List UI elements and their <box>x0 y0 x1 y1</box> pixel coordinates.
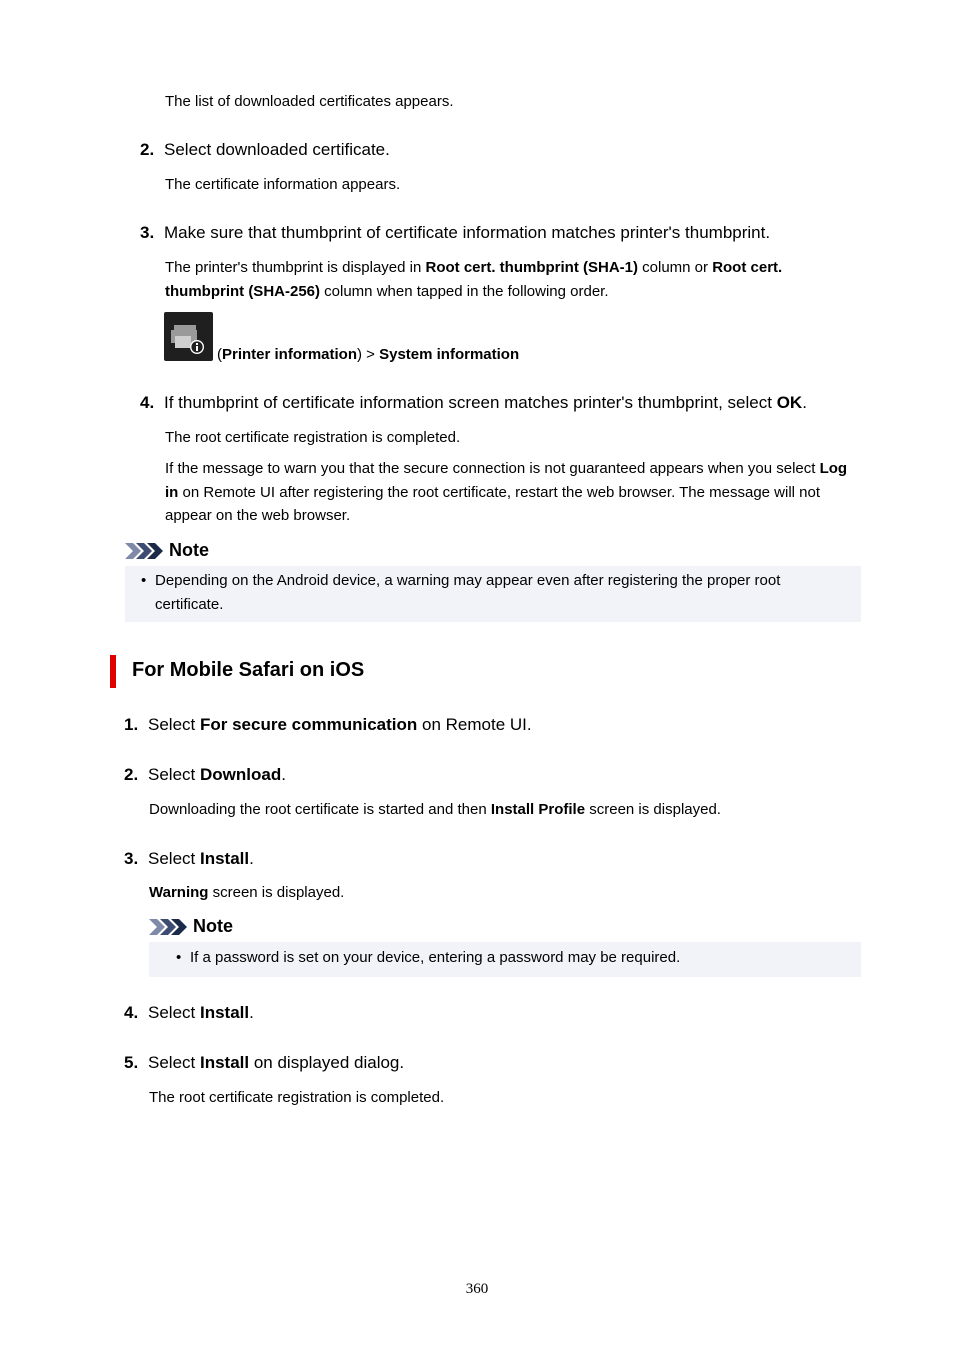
bullet: • <box>176 949 182 966</box>
desc-text: on Remote UI after registering the root certificate, restart the web browser. The message will not appear on the web browser. <box>165 483 821 524</box>
ios-step-2 <box>124 764 286 786</box>
step-text-part: Select <box>148 1003 200 1022</box>
note-item <box>125 566 861 616</box>
sha256-column-label: Root cert. thumbprint (SHA-256) <box>165 259 783 300</box>
install-label: Install <box>199 1003 250 1022</box>
step-number: 1. <box>124 715 139 734</box>
nav-text: ) > <box>357 346 380 363</box>
note-heading <box>125 540 209 561</box>
android-step-2 <box>140 139 390 161</box>
step-text <box>164 392 807 414</box>
desc-text: The printer's thumbprint is displayed in <box>165 259 426 276</box>
step-text-part: on displayed dialog. <box>249 1053 405 1072</box>
step-text <box>148 1002 254 1024</box>
note-heading <box>149 916 233 937</box>
sha1-column-label: Root cert. thumbprint (SHA-1) <box>425 259 638 276</box>
step-text-part: Select <box>148 1053 200 1072</box>
step-text-part: Select <box>148 715 200 734</box>
step-text-part: If thumbprint of certificate information screen matches printer's thumbprint, select <box>164 393 777 412</box>
install-label: Install <box>199 849 250 868</box>
step-text: Make sure that thumbprint of certificate information matches printer's thumbprint. <box>164 223 771 242</box>
ios-step-1 <box>124 714 532 736</box>
ios-step-4 <box>124 1002 254 1024</box>
step-number: 4. <box>140 393 155 412</box>
step-number: 3. <box>124 849 139 868</box>
step-description <box>165 457 863 528</box>
install-label: Install <box>199 1053 250 1072</box>
step-text-part: on Remote UI. <box>417 715 532 734</box>
log-in-label: Log in <box>165 460 848 501</box>
step-text-part: . <box>249 1003 254 1022</box>
note-text: If a password is set on your device, entering a password may be required. <box>190 949 681 966</box>
step-number: 5. <box>124 1053 139 1072</box>
note-label: Note <box>169 540 209 560</box>
android-step-3 <box>140 222 770 244</box>
step-description: The certificate information appears. <box>165 176 401 193</box>
nav-text: ( <box>217 346 222 363</box>
section-accent-bar <box>110 655 116 688</box>
desc-text: column when tapped in the following order. <box>320 282 609 300</box>
secure-communication-label: For secure communication <box>199 715 418 734</box>
step-text-part: . <box>802 393 807 412</box>
system-information-label: System information <box>379 346 520 363</box>
navigation-path <box>217 343 519 367</box>
step-number: 2. <box>140 140 155 159</box>
step-description <box>165 256 855 303</box>
desc-text: screen is displayed. <box>585 801 721 818</box>
step-text <box>148 764 286 786</box>
note-box <box>149 942 861 977</box>
step-description <box>149 881 344 905</box>
note-text: Depending on the Android device, a warning may appear even after registering the proper root certificate. <box>155 572 781 613</box>
step-description: The root certificate registration is completed. <box>165 429 461 446</box>
android-step-4 <box>140 392 807 414</box>
ok-label: OK <box>776 393 803 412</box>
step-text-part: Select <box>148 849 200 868</box>
ios-step-5 <box>124 1052 404 1074</box>
note-item <box>149 942 861 970</box>
bullet: • <box>141 572 147 589</box>
step-description <box>149 798 721 822</box>
step-number: 4. <box>124 1003 139 1022</box>
step-text <box>148 1052 404 1074</box>
step-text-part: . <box>249 849 254 868</box>
printer-information-icon <box>164 312 213 361</box>
note-chevrons-icon <box>149 918 187 936</box>
install-profile-label: Install Profile <box>490 801 586 818</box>
printer-information-label: Printer information <box>222 346 358 363</box>
section-heading: For Mobile Safari on iOS <box>132 659 365 681</box>
step-number: 2. <box>124 765 139 784</box>
ios-step-3 <box>124 848 254 870</box>
page-number: 360 <box>465 1281 489 1297</box>
intro-text: The list of downloaded certificates appears. <box>165 93 454 110</box>
step-number: 3. <box>140 223 155 242</box>
note-box <box>125 566 861 622</box>
step-description: The root certificate registration is completed. <box>149 1089 445 1106</box>
desc-text: column or <box>637 259 713 276</box>
note-chevrons-icon <box>125 542 163 560</box>
download-label: Download <box>199 765 282 784</box>
step-text <box>148 848 254 870</box>
desc-text: Downloading the root certificate is started and then <box>149 801 491 818</box>
warning-label: Warning <box>149 884 209 901</box>
step-text: Select downloaded certificate. <box>164 140 390 159</box>
desc-text: If the message to warn you that the secure connection is not guaranteed appears when you select <box>165 460 820 477</box>
note-label: Note <box>193 916 233 936</box>
step-text-part: . <box>281 765 286 784</box>
step-text-part: Select <box>148 765 200 784</box>
step-text <box>148 714 532 736</box>
desc-text: screen is displayed. <box>208 884 345 901</box>
